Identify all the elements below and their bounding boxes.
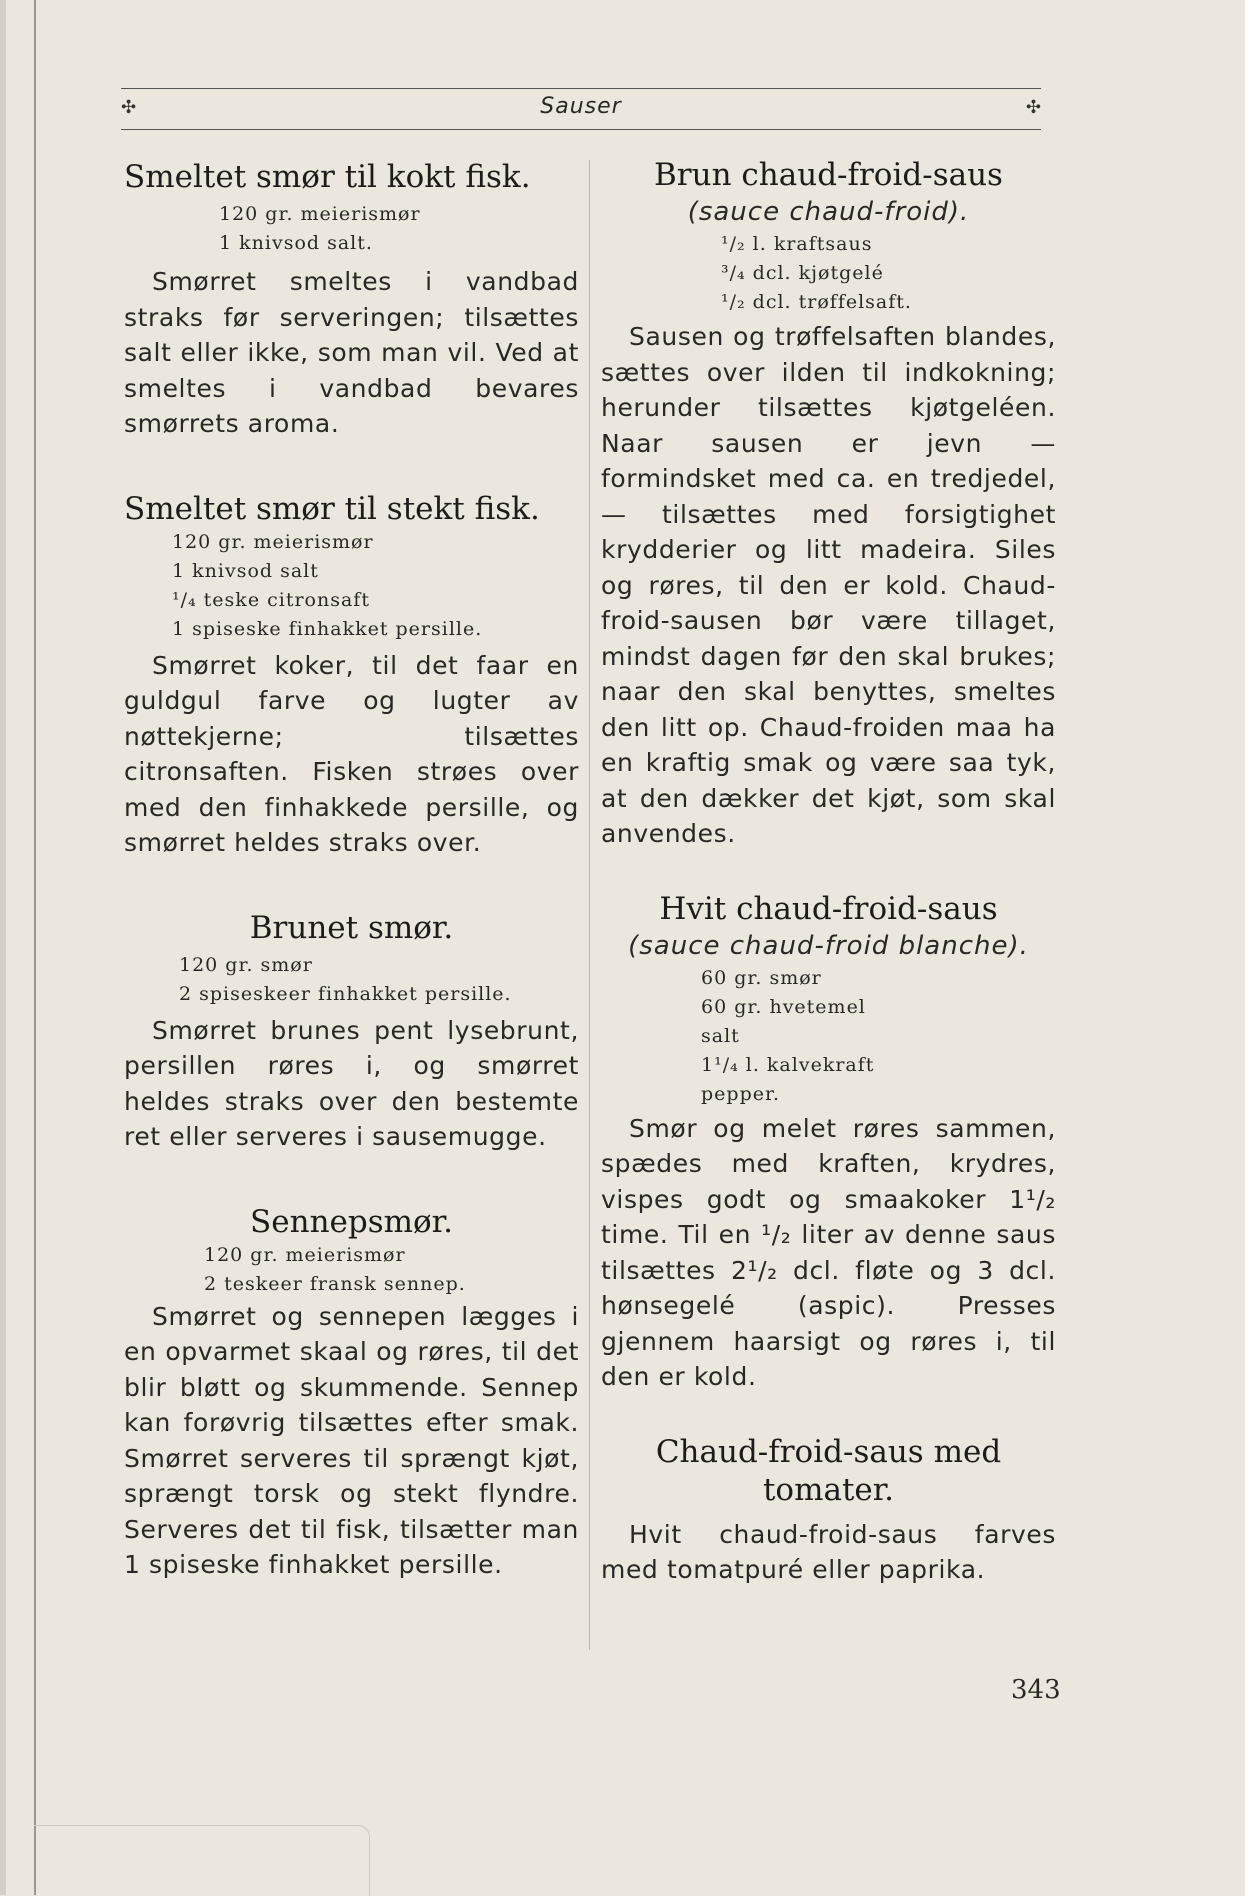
recipe	[601, 156, 1056, 852]
recipe	[601, 890, 1056, 1395]
recipe-text: Smørret smeltes i vandbad straks før serveringen; tilsættes salt eller ikke, som man vil. Ved at smeltes i vandbad bevares smørrets aroma.	[124, 267, 579, 438]
recipe-title: Sennepsmør.	[250, 1203, 453, 1240]
ingredient: 2 spiseskeer finhakket persille.	[179, 982, 512, 1005]
running-header	[121, 88, 1041, 130]
ingredient: 1 knivsod salt	[172, 559, 319, 582]
ingredient: 1¹/₄ l. kalvekraft	[701, 1053, 875, 1076]
ingredient: 120 gr. meierismør	[204, 1243, 406, 1266]
ingredient: 1 knivsod salt.	[219, 232, 373, 254]
ingredient: 60 gr. hvetemel	[701, 995, 866, 1018]
recipe	[124, 909, 579, 1155]
recipe-text: Hvit chaud-froid-saus farves med tomatpuré eller paprika.	[601, 1519, 1056, 1584]
recipe	[124, 1203, 579, 1583]
recipe-text: Smørret koker, til det faar en guldgul farve og lugter av nøttekjerne; tilsættes citronsaften. Fisken strøes over med den finhakkede persille, og smørret heldes straks over.	[124, 650, 579, 857]
ingredient: 60 gr. smør	[701, 966, 822, 989]
ingredient: 120 gr. meierismør	[172, 530, 374, 553]
recipe-subtitle: (sauce chaud-froid blanche).	[628, 930, 1029, 961]
right-column	[601, 150, 1056, 1588]
ingredient: 120 gr. smør	[179, 953, 313, 976]
ornament-left-icon: ✣	[121, 97, 137, 118]
recipe-title: Hvit chaud-froid-saus	[659, 890, 998, 927]
recipe-title: Chaud-froid-saus med tomater.	[655, 1433, 1002, 1508]
running-header-title: Sauser	[540, 94, 622, 119]
ingredient: 120 gr. meierismør	[219, 203, 421, 225]
ingredient: ¹/₂ dcl. trøffelsaft.	[721, 291, 912, 313]
ingredient: pepper.	[701, 1082, 781, 1105]
recipe-text: Sausen og trøffelsaften blandes, sættes over ilden til indkokning; herunder tilsættes kjøtgeléen. Naar sausen er jevn — formindsket med ca. en tredjedel, — tilsættes med forsigtighet krydderier og litt madeira. Siles og røres, til den er kold. Chaud-froid-sausen bør være tillaget, mindst dagen før den skal brukes; naar den skal benyttes, smeltes den litt op. Chaud-froiden maa ha en kraftig smak og være saa tyk, at den dækker det kjøt, som skal anvendes.	[601, 322, 1056, 848]
ornament-right-icon: ✣	[1025, 97, 1041, 118]
ingredient: ¹/₂ l. kraftsaus	[721, 233, 873, 255]
recipe-title: Smeltet smør til kokt fisk.	[124, 159, 531, 195]
ingredient: 1 spiseske finhakket persille.	[172, 617, 483, 640]
recipe-subtitle: (sauce chaud-froid).	[687, 197, 970, 227]
recipe-text: Smør og melet røres sammen, spædes med kraften, krydres, vispes godt og smaakoker 1¹/₂ time. Til en ¹/₂ liter av denne saus tilsættes 2¹/₂ dcl. fløte og 3 dcl. hønsegelé (aspic). Presses gjennem haarsigt og røres i, til den er kold.	[601, 1113, 1056, 1391]
recipe	[124, 490, 579, 861]
recipe	[124, 158, 579, 442]
recipe-title: Brunet smør.	[249, 909, 454, 946]
recipe-title: Brun chaud-froid-saus	[654, 157, 1003, 193]
ingredient: 2 teskeer fransk sennep.	[204, 1272, 466, 1295]
recipe-text: Smørret brunes pent lysebrunt, persillen røres i, og smørret heldes straks over den bestemte ret eller serveres i sausemugge.	[124, 1015, 579, 1151]
page-number: 343	[1011, 1675, 1061, 1705]
recipe-title: Smeltet smør til stekt fisk.	[124, 490, 540, 527]
recipe-text: Smørret og sennepen lægges i en opvarmet skaal og røres, til det blir bløtt og skummende. Sennep kan forøvrig tilsættes efter smak. Smørret serveres til sprængt kjøt, sprængt torsk og stekt flyndre. Serveres det til fisk, tilsætter man 1 spiseske finhakket persille.	[124, 1301, 579, 1579]
page-tab-outline	[34, 1825, 370, 1896]
ingredient: salt	[701, 1024, 740, 1047]
column-divider	[589, 160, 590, 1650]
left-column	[124, 150, 579, 1583]
page-spine	[34, 0, 36, 1895]
ingredient: ¹/₄ teske citronsaft	[172, 588, 370, 611]
ingredient: ³/₄ dcl. kjøtgelé	[721, 262, 884, 284]
recipe	[601, 1433, 1056, 1588]
